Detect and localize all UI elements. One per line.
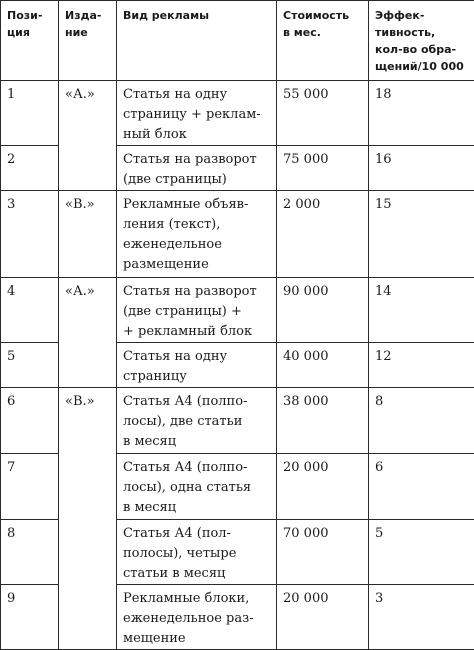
cell-publication: «А.»	[59, 81, 117, 191]
cell-cost: 40 000	[277, 343, 369, 388]
cell-position: 1	[1, 81, 59, 146]
cell-cost: 75 000	[277, 146, 369, 191]
header-position: Пози- ция	[1, 1, 59, 81]
cell-ad-type: Статья А4 (пол- полосы), четыре статьи в месяц	[117, 520, 277, 585]
cell-cost: 38 000	[277, 388, 369, 454]
cell-cost: 20 000	[277, 585, 369, 650]
header-ad-type: Вид рекламы	[117, 1, 277, 81]
cell-publication: «В.»	[59, 191, 117, 278]
cell-position: 6	[1, 388, 59, 454]
table-row	[1, 191, 474, 278]
cell-position: 9	[1, 585, 59, 650]
cell-ad-type: Статья на одну страницу	[117, 343, 277, 388]
cell-cost: 55 000	[277, 81, 369, 146]
cell-ad-type: Статья А4 (полпо- лосы), одна статья в месяц	[117, 454, 277, 520]
cell-ad-type: Рекламные объяв- ления (текст), еженедельное размещение	[117, 191, 277, 278]
cell-effectiveness: 15	[369, 191, 474, 278]
header-publication: Изда- ние	[59, 1, 117, 81]
cell-ad-type: Статья на разворот (две страницы)	[117, 146, 277, 191]
cell-position: 4	[1, 278, 59, 343]
cell-position: 3	[1, 191, 59, 278]
header-cost: Стоимость в мес.	[277, 1, 369, 81]
table-row	[1, 81, 474, 146]
cell-effectiveness: 6	[369, 454, 474, 520]
cell-ad-type: Рекламные блоки, еженедельное раз- мещение	[117, 585, 277, 650]
cell-publication: «А.»	[59, 278, 117, 388]
cell-ad-type: Статья на одну страницу + реклам- ный блок	[117, 81, 277, 146]
table-row	[1, 388, 474, 454]
header-effectiveness: Эффек- тивность, кол-во обра- щений/10 000	[369, 1, 474, 81]
cell-publication: «В.»	[59, 388, 117, 650]
table-row	[1, 278, 474, 343]
cell-effectiveness: 5	[369, 520, 474, 585]
cell-effectiveness: 14	[369, 278, 474, 343]
cell-position: 7	[1, 454, 59, 520]
cell-ad-type: Статья А4 (полпо- лосы), две статьи в месяц	[117, 388, 277, 454]
cell-ad-type: Статья на разворот (две страницы) + + рекламный блок	[117, 278, 277, 343]
cell-cost: 70 000	[277, 520, 369, 585]
cell-cost: 2 000	[277, 191, 369, 278]
cell-effectiveness: 3	[369, 585, 474, 650]
cell-effectiveness: 16	[369, 146, 474, 191]
cell-effectiveness: 18	[369, 81, 474, 146]
cell-position: 8	[1, 520, 59, 585]
header-row	[1, 1, 474, 81]
cell-position: 5	[1, 343, 59, 388]
cell-cost: 90 000	[277, 278, 369, 343]
cell-effectiveness: 12	[369, 343, 474, 388]
cell-position: 2	[1, 146, 59, 191]
cell-cost: 20 000	[277, 454, 369, 520]
cell-effectiveness: 8	[369, 388, 474, 454]
